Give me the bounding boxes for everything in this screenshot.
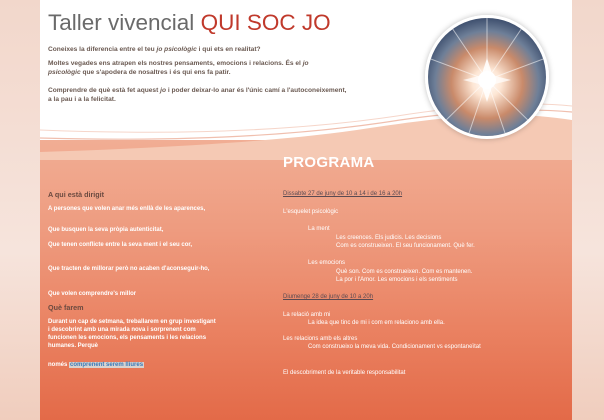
section-title: Les relacions amb els altres [283, 336, 358, 342]
activities-closing: només comprenent serem lliures [48, 362, 144, 368]
activities-paragraph: Durant un cap de setmana, treballarem en grup investigant i descobrint amb una mirada nova i sorprenent com funcionen les emocions, els pensaments i les relacions humanes. Perquè [48, 319, 216, 349]
subsection-detail: Què son. Com es construeixen. Com es mantenen. [336, 269, 473, 275]
section-detail: Com construeixo la meva vida. Condicionament vs espontaneïtat [308, 344, 481, 350]
audience-item: Que tenen conflicte entre la seva ment i el seu cor, [48, 242, 193, 248]
subsection-title: Les emocions [308, 260, 346, 266]
day1-date: Dissabte 27 de juny de 10 a 14 i de 16 a 20h [283, 191, 403, 197]
section-title: L'esquelet psicològic [283, 209, 339, 215]
title-plain: Taller vivencial [48, 10, 201, 35]
subsection-detail: La por i l'Amor. Les emocions i els sentiments [336, 277, 458, 283]
activities-heading: Què farem [48, 303, 84, 312]
intro-paragraph-1: Coneixes la diferencia entre el teu jo psicològic i qui ets en realitat? [48, 46, 261, 53]
intro-paragraph-2: Moltes vegades ens atrapen els nostres pensaments, emocions i relacions. És el jo psicològic que s'apodera de nosaltres i és qui ens fa patir. [48, 60, 309, 76]
page-title [48, 10, 331, 36]
day2-date: Diumenge 28 de juny de 10 a 20h [283, 294, 374, 300]
subsection-detail: Com es construeixen. El seu funcionament. Què fer. [336, 243, 475, 249]
intro-paragraph-3: Comprendre de què està fet aquest jo i poder deixar-lo anar és l'únic camí a l'autoconeixement, a la pau i a la felicitat. [48, 87, 347, 103]
audience-item: Que volen comprendre's millor [48, 291, 137, 297]
programa-title: PROGRAMA [283, 154, 375, 171]
audience-heading: A qui està dirigit [48, 190, 105, 199]
section-detail: La idea que tinc de mi i com em relaciono amb ella. [308, 320, 445, 326]
section-title: El descobriment de la veritable responsabilitat [283, 370, 406, 376]
audience-item: Que busquen la seva pròpia autenticitat, [48, 227, 164, 233]
radiant-light-orb-icon [425, 15, 549, 139]
audience-item: Que tracten de millorar però no acaben d'aconseguir-ho, [48, 266, 210, 272]
highlight-phrase: comprenent serem lliures [70, 362, 144, 368]
flyer-card [40, 0, 572, 420]
section-title: La relació amb mi [283, 312, 331, 318]
audience-item: A persones que volen anar més enllà de les aparences, [48, 206, 206, 212]
title-highlight: QUI SOC JO [200, 10, 331, 35]
subsection-title: La ment [308, 226, 330, 232]
subsection-detail: Les creences. Els judicis. Les decisions [336, 235, 442, 241]
